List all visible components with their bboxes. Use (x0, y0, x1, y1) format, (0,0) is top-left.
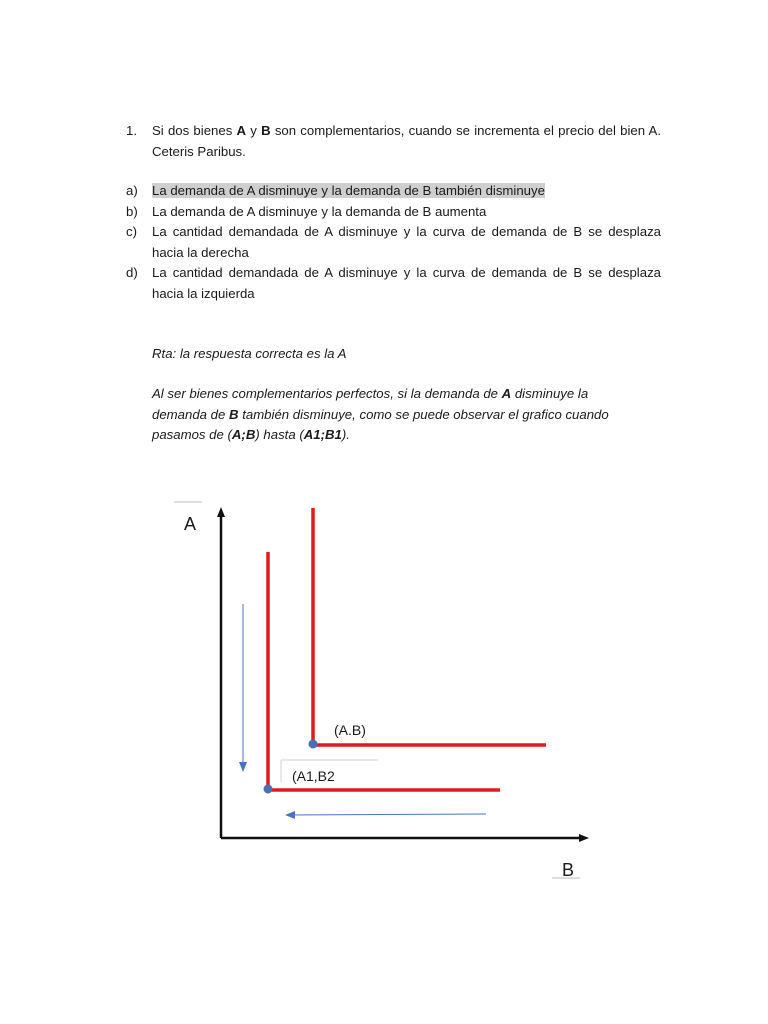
option-text: La cantidad demandada de A disminuye y la curva de demanda de B se desplaza hacia la derecha (152, 224, 661, 260)
option-text: La demanda de A disminuye y la demanda de B aumenta (152, 203, 487, 219)
answer-text: Rta: la respuesta correcta es la A (152, 346, 347, 361)
option-letter: b) (126, 203, 138, 219)
option-letter: a) (126, 183, 138, 198)
point-initial-label: (A.B) (334, 722, 366, 738)
option-letter: d) (126, 265, 138, 280)
point-final (264, 785, 273, 794)
explanation-paragraph: Al ser bienes complementarios perfectos, si la demanda de A disminuye la demanda de B también disminuye, como se puede observar el grafico cuando pasamos de (A;B) hasta (A1;B1). (152, 386, 609, 442)
y-axis-label: A (184, 514, 197, 534)
initial-demand-curve (313, 508, 546, 745)
question-number: 1. (126, 123, 137, 138)
arrow-left (287, 814, 486, 815)
question-text: Si dos bienes A y B son complementarios, cuando se incrementa el precio del bien A. Ceteris Paribus. (152, 123, 662, 159)
shifted-demand-curve (268, 552, 500, 790)
point-initial (309, 740, 318, 749)
x-axis-label: B (562, 860, 575, 880)
point-final-label: (A1,B2 (292, 768, 335, 784)
option-letter: c) (126, 224, 137, 239)
option-text: La cantidad demandada de A disminuye y la curva de demanda de B se desplaza hacia la izquierda (152, 265, 661, 301)
option-text-highlighted: La demanda de A disminuye y la demanda de B también disminuye (152, 183, 545, 198)
